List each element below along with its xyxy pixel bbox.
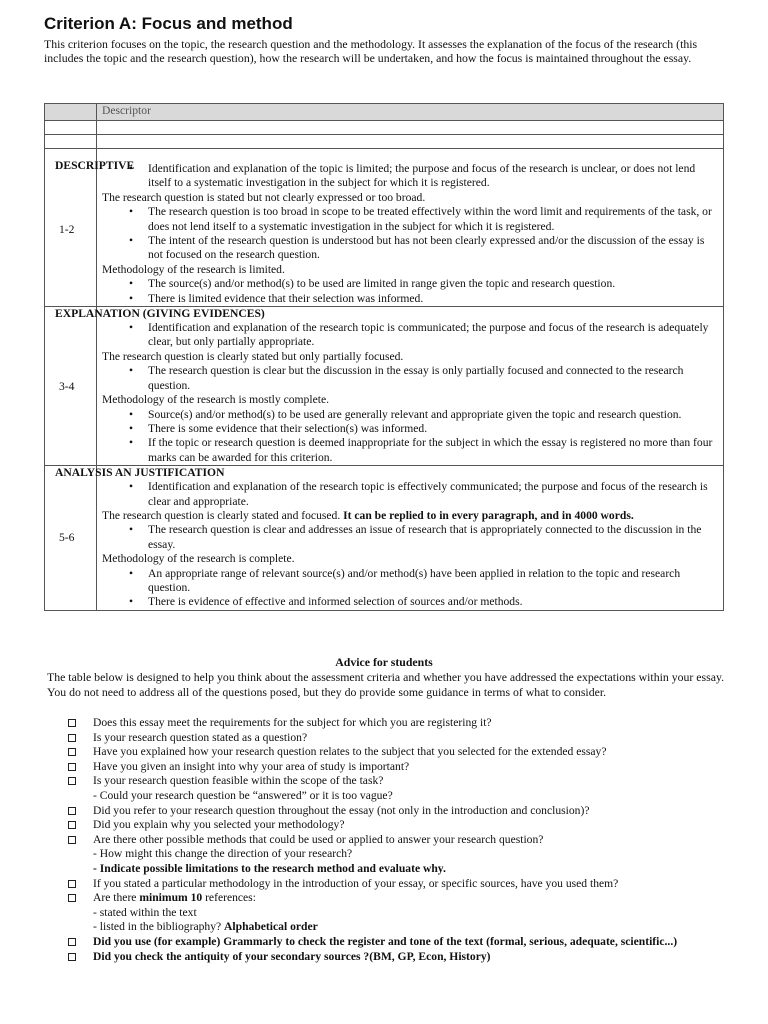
checklist-subpoint: - How might this change the direction of your research? [93,847,353,861]
checklist-item [68,818,708,833]
checkbox[interactable] [68,938,76,946]
checkbox[interactable] [68,836,76,844]
rubric-header-descriptor: Descriptor [97,104,724,121]
band-descriptor-cell [97,149,724,307]
checklist-item [68,877,708,892]
checklist-question: Have you given an insight into why your area of study is important? [93,759,410,773]
rubric-blank-row [45,121,724,135]
checklist-item [68,716,708,731]
advice-checklist [68,716,708,964]
descriptor-bullet: • There is limited evidence that their selection was informed. [129,292,719,306]
descriptor-paragraph: The research question is clearly stated but only partially focused. [102,349,404,363]
descriptor-bullet: • The intent of the research question is understood but has not been clearly expressed and/or the discussion of the essay is not focused on the research question. [129,234,719,263]
descriptor-bullet: • The research question is clear and addresses an issue of research that is appropriately connected to the discussion in the essay. [129,523,719,552]
intro-paragraph: This criterion focuses on the topic, the research question and the methodology. It assesses the explanation of the focus of the research (this includes the topic and the research question), how the research will be undertaken, and how the focus is maintained throughout the essay. [44,37,698,65]
band-score-cell: ANALYSIS AN JUSTIFICATION 5-6 [45,466,97,611]
page-title: Criterion A: Focus and method [44,14,293,33]
checklist-question: Did you use (for example) Grammarly to check the register and tone of the text (formal, serious, adequate, scientific...) [93,934,678,948]
checklist-item [68,833,708,877]
checkbox[interactable] [68,734,76,742]
checklist-question: Are there other possible methods that could be used or applied to answer your research question? [93,832,544,846]
descriptor-bullet: • Identification and explanation of the topic is limited; the purpose and focus of the research is unclear, or does not lend itself to a systematic investigation in the subject for which it is registered. [129,162,719,191]
descriptor-bullet: • There is some evidence that their selection(s) was informed. [129,422,719,436]
rubric-blank-row [45,135,724,149]
band-body [97,466,723,610]
descriptor-paragraph: Methodology of the research is complete. [102,552,295,566]
descriptor-bullet: • The research question is too broad in scope to be treated effectively within the word limit and requirements of the task, or does not lend itself to a systematic investigation in the subject for which it is registered. [129,205,719,234]
checkbox[interactable] [68,807,76,815]
checklist-subpoint: - listed in the bibliography? Alphabetical order [93,920,318,934]
checklist-item [68,774,708,803]
descriptor-paragraph: Methodology of the research is mostly complete. [102,393,329,407]
band-body [97,307,723,465]
checklist-subpoint: - Could your research question be “answered” or it is too vague? [93,788,393,802]
checkbox[interactable] [68,894,76,902]
descriptor-bullet: • The research question is clear but the discussion in the essay is only partially focused and connected to the research question. [129,364,719,393]
descriptor-bullet: • The source(s) and/or method(s) to be used are limited in range given the topic and research question. [129,277,719,291]
band-score: 5-6 [59,531,75,545]
advice-title: Advice for students [335,655,433,669]
checklist-item [68,745,708,760]
advice-intro: The table below is designed to help you think about the assessment criteria and whether you have addressed the expectations within your essay. You do not need to address all of the questions posed, but they do provide some guidance in terms of what to consider. [47,670,725,699]
checklist-item [68,760,708,775]
descriptor-paragraph: The research question is stated but not clearly expressed or too broad. [102,190,426,204]
rubric-band-row [45,466,724,611]
checkbox[interactable] [68,777,76,785]
checklist-subpoint: - Indicate possible limitations to the research method and evaluate why. [93,861,446,875]
emphasis-text: minimum 10 [139,891,203,905]
emphasis-text: It can be replied to in every paragraph, and in 4000 words. [343,508,634,522]
emphasis-text: Alphabetical order [224,920,318,934]
descriptor-bullet: • An appropriate range of relevant source(s) and/or method(s) have been applied in relation to the topic and research question. [129,567,719,596]
descriptor-bullet: • Identification and explanation of the research topic is effectively communicated; the purpose and focus of the research is clear and appropriate. [129,480,719,509]
rubric-band-row [45,149,724,307]
checkbox[interactable] [68,953,76,961]
descriptor-paragraph: The research question is clearly stated and focused. It can be replied to in every paragraph, and in 4000 words. [102,508,634,522]
checklist-subpoint: - stated within the text [93,905,197,919]
descriptor-paragraph: Methodology of the research is limited. [102,262,285,276]
checklist-question: Have you explained how your research question relates to the subject that you selected for the extended essay? [93,745,607,759]
checklist-question: Is your research question feasible within the scope of the task? [93,774,384,788]
rubric-header-blank [45,104,97,121]
checkbox[interactable] [68,821,76,829]
checklist-question: Did you check the antiquity of your secondary sources ?(BM, GP, Econ, History) [93,949,491,963]
checklist-question: Is your research question stated as a question? [93,730,308,744]
rubric-table [44,103,724,611]
band-score-cell: EXPLANATION (GIVING EVIDENCES) 3-4 [45,307,97,466]
descriptor-bullet: • If the topic or research question is deemed inappropriate for the subject in which the essay is registered no more than four marks can be awarded for this criterion. [129,436,719,465]
checklist-question: Did you refer to your research question throughout the essay (not only in the introduction and conclusion)? [93,803,590,817]
checklist-question: Are there [93,891,140,905]
checklist-question: If you stated a particular methodology in the introduction of your essay, or specific sources, have you used them? [93,876,619,890]
checklist-item [68,935,708,950]
band-body [97,149,723,306]
checklist-question: Did you explain why you selected your methodology? [93,818,345,832]
band-score: 1-2 [59,223,75,236]
checklist-question: Does this essay meet the requirements for the subject for which you are registering it? [93,716,492,729]
rubric-header-row [45,104,724,121]
rubric-band-row [45,307,724,466]
checkbox[interactable] [68,880,76,888]
descriptor-bullet: • Identification and explanation of the research topic is communicated; the purpose and focus of the research is adequately clear, but only partially appropriate. [129,321,719,350]
band-descriptor-cell [97,307,724,466]
checklist-item [68,804,708,819]
checklist-item [68,950,708,965]
checklist-item [68,731,708,746]
checklist-item: Are there minimum 10 references: - stated within the text - listed in the bibliography? Alphabetical order [68,891,708,935]
band-score-cell: DESCRIPTIVE 1-2 [45,149,97,307]
band-score: 3-4 [59,380,75,394]
checkbox[interactable] [68,748,76,756]
checkbox[interactable] [68,763,76,771]
checkbox[interactable] [68,719,76,727]
descriptor-bullet: • Source(s) and/or method(s) to be used are generally relevant and appropriate given the topic and research question. [129,408,719,422]
band-descriptor-cell [97,466,724,611]
descriptor-bullet: • There is evidence of effective and informed selection of sources and/or methods. [129,595,719,609]
